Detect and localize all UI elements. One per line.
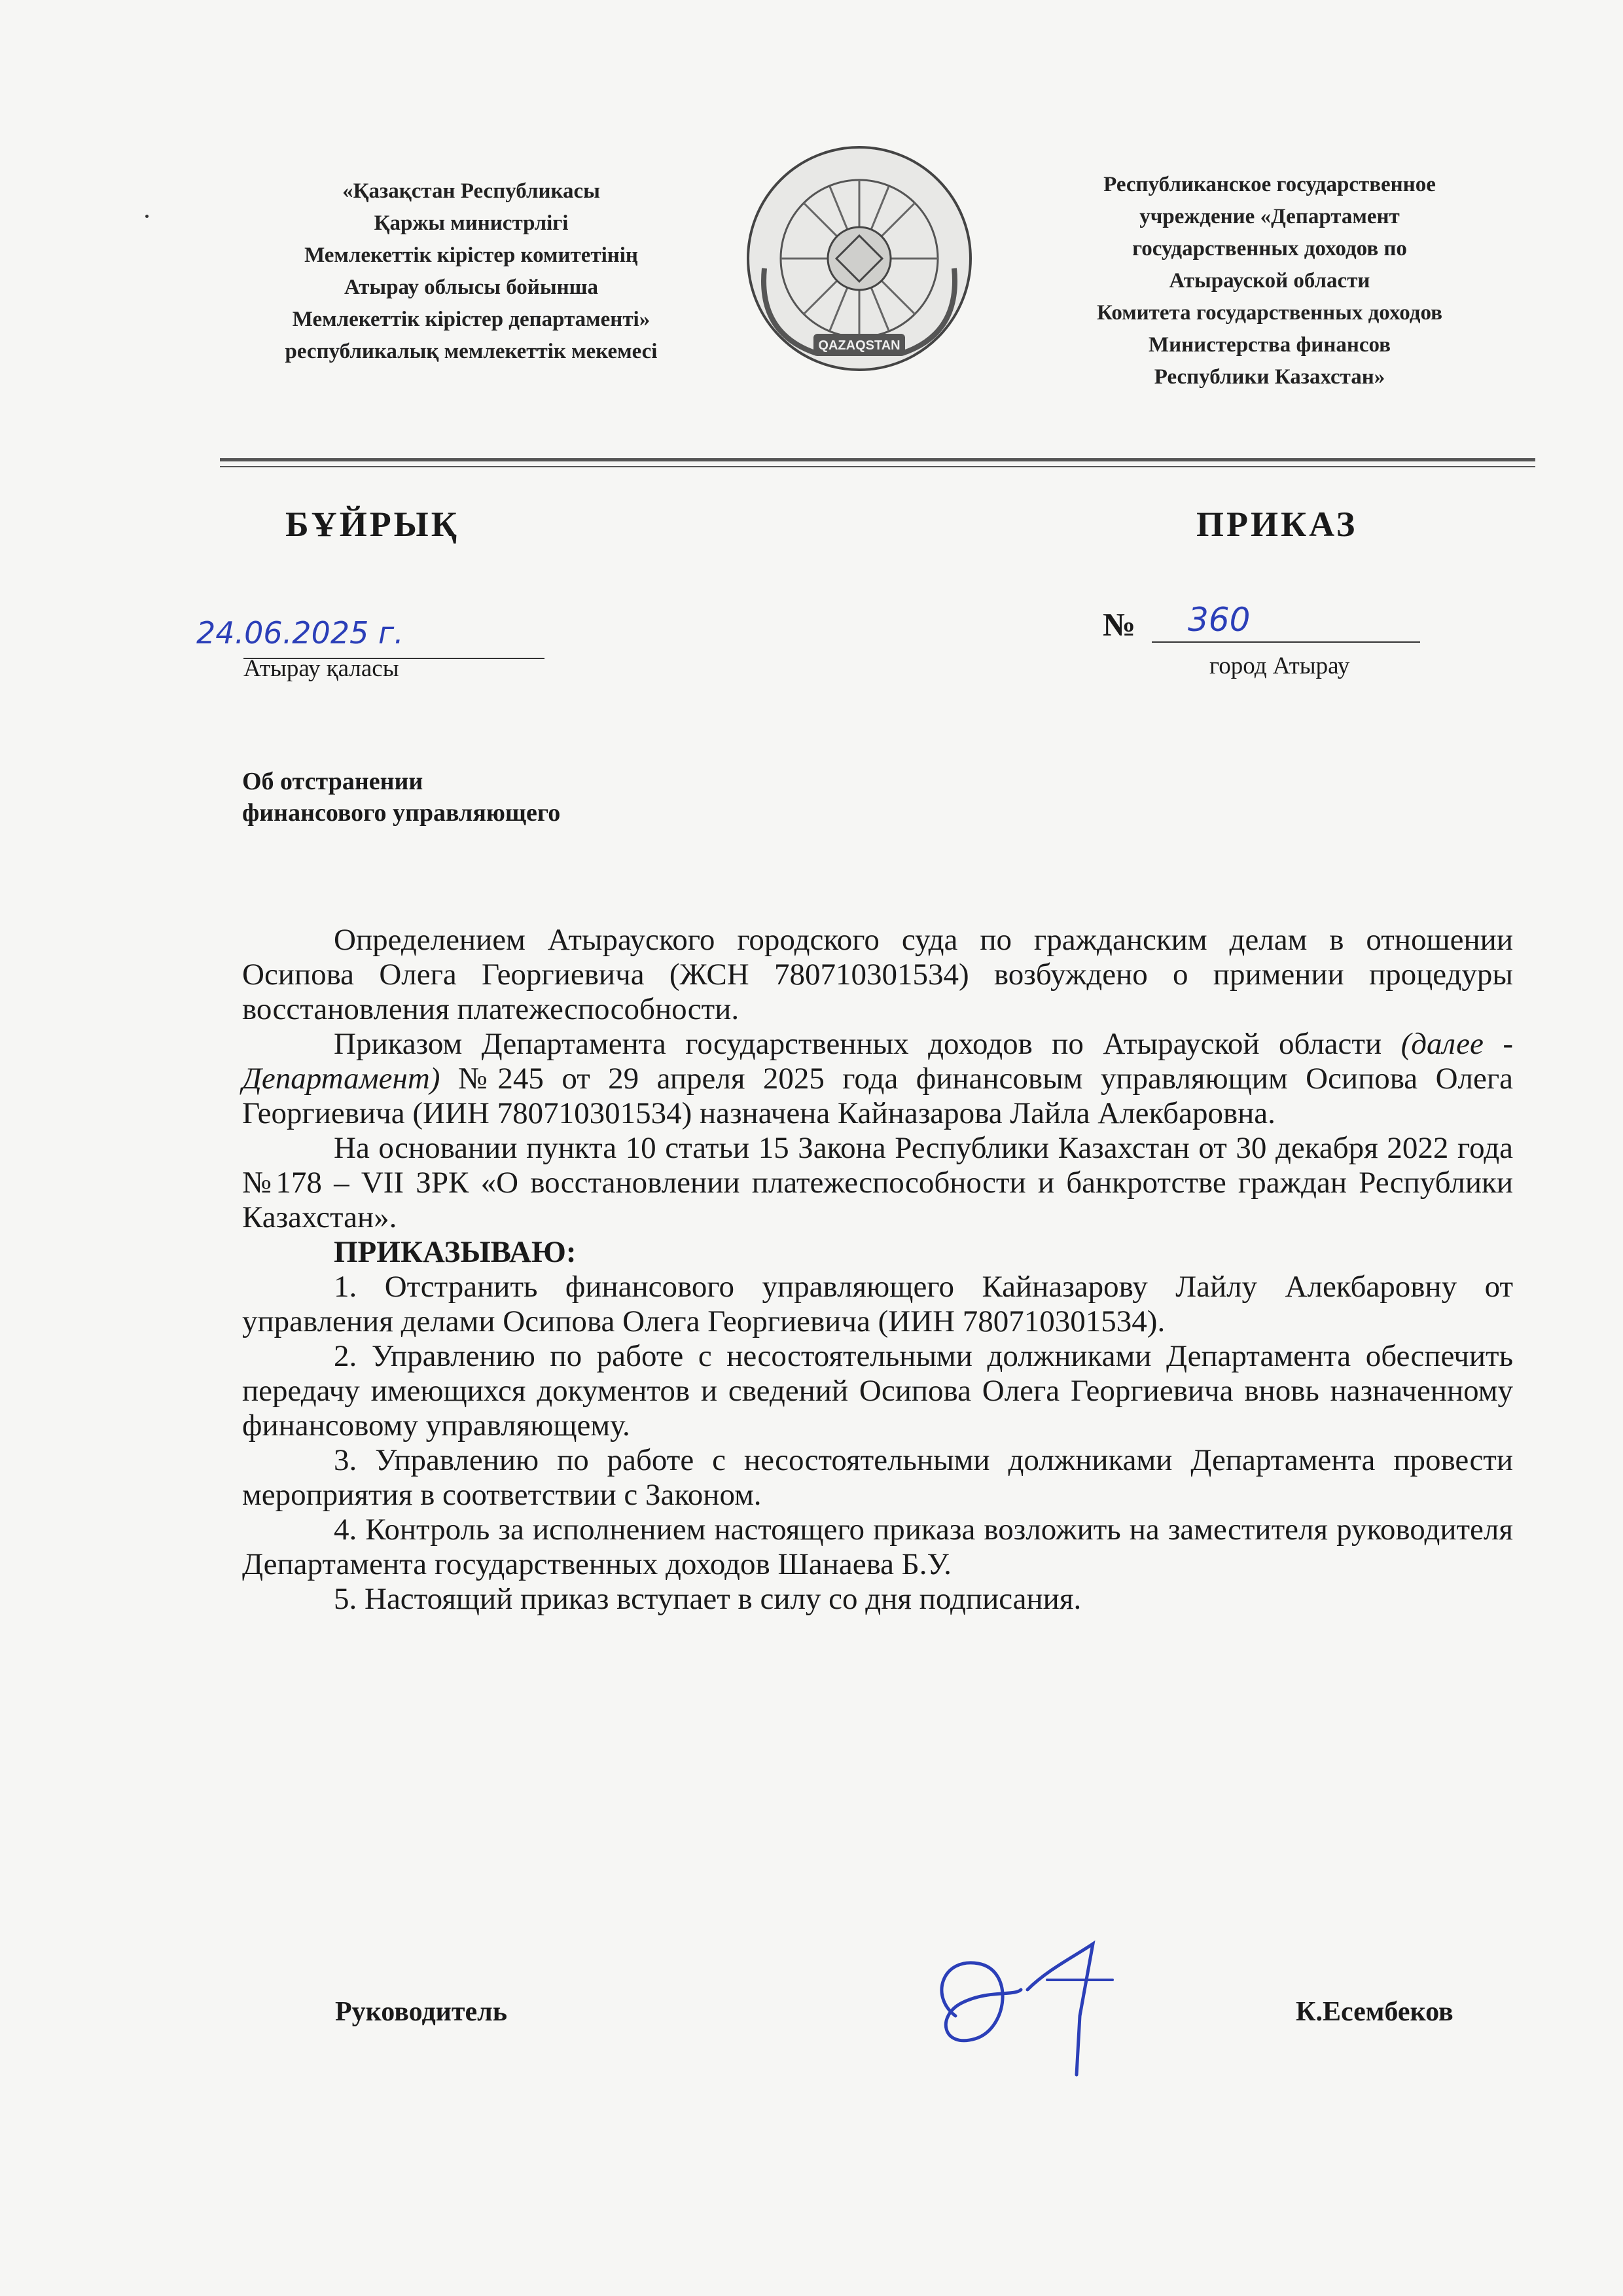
city-ru: город Атырау — [1209, 653, 1350, 679]
handwritten-signature-icon — [916, 1918, 1165, 2088]
header-ru-line: Республики Казахстан» — [1154, 365, 1385, 389]
header-ru-line: Атырауской области — [1169, 269, 1370, 293]
header-rule-thin — [220, 466, 1535, 467]
order-item: 4. Контроль за исполнением настоящего приказа возложить на заместителя руководителя Департамента государственных доходов Шанаева Б.У. — [242, 1513, 1513, 1581]
header-ru-line: Комитета государственных доходов — [1097, 301, 1442, 325]
header-ru-line: Министерства финансов — [1149, 333, 1391, 357]
header-ru-line: государственных доходов по — [1132, 237, 1407, 260]
scan-dot — [145, 215, 149, 218]
signatory-name: К.Есембеков — [1296, 1997, 1454, 2027]
body-paragraph — [242, 1027, 1513, 1131]
header-kz-line: «Қазақстан Республикасы — [342, 179, 600, 203]
signatory-title: Руководитель — [335, 1997, 507, 2027]
order-item: 5. Настоящий приказ вступает в силу со дня подписания. — [334, 1582, 1082, 1616]
order-item: 2. Управлению по работе с несостоятельными должниками Департамента обеспечить передачу имеющихся документов и сведений Осипова Олега Георгиевича вновь назначенному финансовому управляющему. — [242, 1339, 1513, 1443]
header-ru — [1027, 169, 1512, 393]
header-rule-thick — [220, 458, 1535, 461]
emblem-label: QAZAQSTAN — [818, 338, 901, 353]
body-text: №245 от 29 апреля 2025 года финансовым управляющим Осипова Олега Георгиевича (ИИН 780710301534) назначена Кайназарова Лайла Алекбаровна. — [242, 1062, 1513, 1130]
order-heading: ПРИКАЗЫВАЮ: — [334, 1235, 577, 1269]
document-title-ru: ПРИКАЗ — [1196, 505, 1358, 544]
date-handwritten: 24.06.2025 г. — [196, 615, 404, 651]
order-item: 3. Управлению по работе с несостоятельными должниками Департамента провести мероприятия в соответствии с Законом. — [242, 1443, 1513, 1512]
city-kz: Атырау қаласы — [243, 655, 399, 682]
header-ru-line: Республиканское государственное — [1103, 173, 1436, 196]
subject-line: Об отстранении — [242, 768, 423, 795]
document-body — [242, 923, 1513, 1617]
body-paragraph: На основании пункта 10 статьи 15 Закона Республики Казахстан от 30 декабря 2022 года №178 – VII ЗРК «О восстановлении платежеспособности и банкротстве граждан Республики Казахстан». — [242, 1131, 1513, 1234]
header-kz — [216, 175, 726, 368]
header-ru-line: учреждение «Департамент — [1139, 205, 1400, 228]
header-kz-line: Мемлекеттік кірістер комитетінің — [304, 243, 638, 267]
order-item: 1. Отстранить финансового управляющего Кайназарову Лайлу Алекбаровну от управления делами Осипова Олега Георгиевича (ИИН 780710301534). — [242, 1270, 1513, 1338]
header-kz-line: Қаржы министрлігі — [374, 211, 569, 235]
state-emblem-icon — [738, 137, 980, 380]
body-text-italic: (далее - Департамент) — [242, 1027, 1513, 1096]
header-kz-line: Мемлекеттік кірістер департаменті» — [292, 308, 651, 331]
number-handwritten: 360 — [1188, 601, 1251, 639]
number-label: № — [1103, 606, 1136, 643]
document-title-kz: БҰЙРЫҚ — [285, 505, 459, 544]
document-subject — [242, 766, 560, 829]
header-kz-line: Атырау облысы бойынша — [344, 276, 598, 299]
body-paragraph: Определением Атырауского городского суда по гражданским делам в отношении Осипова Олега Георгиевича (ЖСН 780710301534) возбуждено о примении процедуры восстановления платежеспособности. — [242, 923, 1513, 1026]
number-underline — [1152, 641, 1420, 643]
subject-line: финансового управляющего — [242, 799, 561, 827]
header-kz-line: республикалық мемлекеттік мекемесі — [285, 340, 658, 363]
body-text: Приказом Департамента государственных доходов по Атырауской области — [334, 1027, 1401, 1061]
